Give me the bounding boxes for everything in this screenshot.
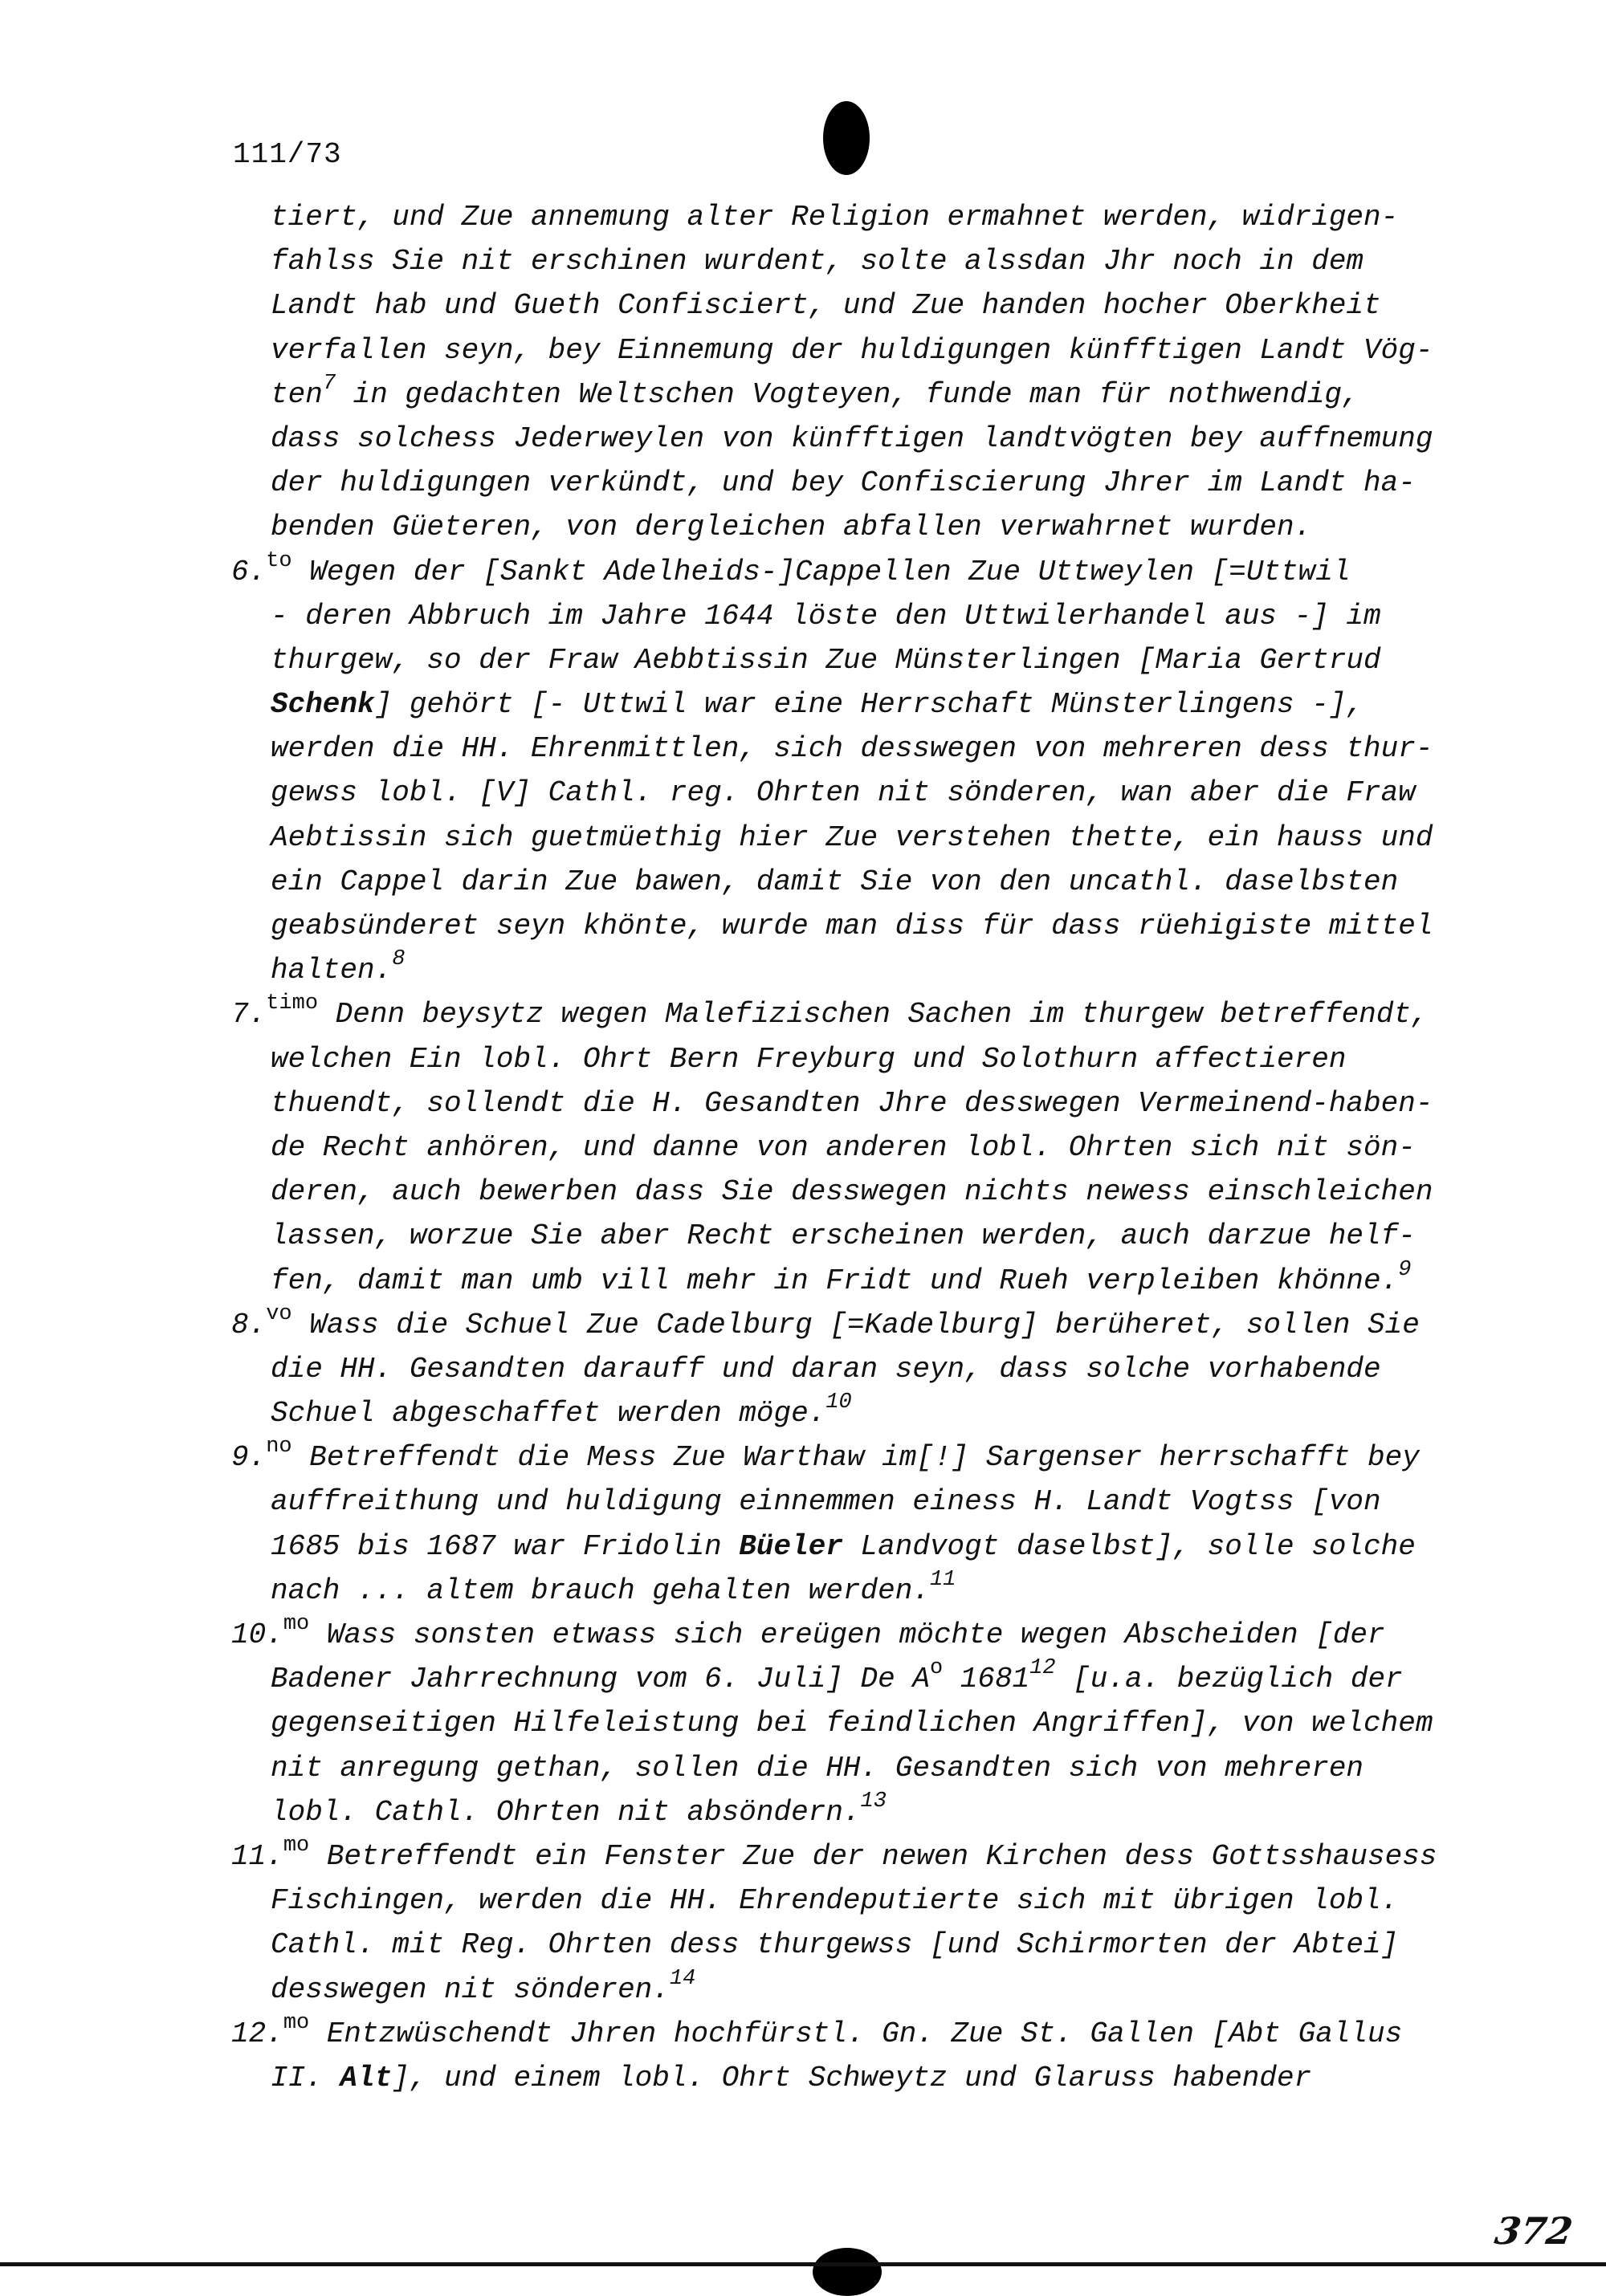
text-segment: Denn beysytz wegen Malefizischen Sachen im thurgew betreffendt, [318,998,1429,1032]
numbered-item-line [0,992,1606,1036]
text-line [0,1923,1606,1967]
text-segment: Landt hab und Gueth Confisciert, und Zue handen hocher Oberkheit [271,289,1381,323]
text-line [0,1879,1606,1923]
text-segment: - deren Abbruch im Jahre 1644 löste den Uttwilerhandel aus -] im [271,599,1381,633]
text-segment: 9. [231,1441,267,1475]
text-segment: benden Güeteren, von dergleichen abfallen verwahrnet wurden. [271,511,1312,544]
footnote-ref: 14 [669,1966,696,1991]
text-line [0,1037,1606,1081]
text-segment: ], und einem lobl. Ohrt Schweytz und Glaruss habender [392,2061,1312,2094]
ordinal-suffix: no [266,1435,292,1459]
text-segment: 8. [231,1308,267,1341]
numbered-item-line [0,550,1606,594]
text-line [0,1347,1606,1391]
text-line [0,638,1606,682]
text-line [0,1259,1606,1303]
ordinal-suffix: vo [266,1301,292,1326]
numbered-item-line [0,1834,1606,1879]
text-line [0,727,1606,771]
text-segment: lassen, worzue Sie aber Recht erscheinen werden, auch darzue helf- [271,1219,1416,1253]
bold-name: Schenk [271,688,375,722]
text-segment: dass solchess Jederweylen von künfftigen landtvögten bey auffnemung [271,421,1433,455]
text-segment: die HH. Gesandten darauff und daran seyn, dass solche vorhabende [271,1352,1381,1386]
text-segment: Wass die Schuel Zue Cadelburg [=Kadelburg] berüheret, sollen Sie [291,1308,1420,1341]
text-segment: 7. [231,998,267,1032]
text-segment: 6. [231,555,267,588]
text-line [0,239,1606,283]
text-segment: thurgew, so der Fraw Aebbtissin Zue Münsterlingen [Maria Gertrud [271,643,1381,677]
text-segment: fen, damit man umb vill mehr in Fridt und Rueh verpleiben khönne. [271,1264,1399,1297]
text-segment: werden die HH. Ehrenmittlen, sich desswegen von mehreren dess thur- [271,732,1433,766]
text-line [0,816,1606,860]
text-segment: Landvogt daselbst], solle solche [842,1529,1416,1563]
numbered-item-line [0,1435,1606,1480]
text-segment: II. [271,2061,340,2094]
text-line [0,283,1606,328]
text-line [0,948,1606,992]
numbered-item-line [0,1303,1606,1347]
text-line [0,1081,1606,1126]
ordinal-suffix: timo [266,991,319,1016]
ordinal-suffix: mo [283,1612,310,1636]
footnote-ref: 12 [1029,1656,1056,1681]
text-segment: thuendt, sollendt die H. Gesandten Jhre desswegen Vermeinend-haben- [271,1086,1433,1120]
text-segment: welchen Ein lobl. Ohrt Bern Freyburg und Solothurn affectieren [271,1042,1347,1076]
text-segment: Betreffendt ein Fenster Zue der newen Kirchen dess Gottsshausess [309,1839,1437,1873]
text-segment: Entzwüschendt Jhren hochfürstl. Gn. Zue St. Gallen [Abt Gallus [309,2017,1403,2050]
text-line [0,417,1606,461]
scan-edge-line [0,2262,1606,2266]
text-segment: 1685 bis 1687 war Fridolin [271,1529,740,1563]
text-segment: 12. [231,2017,283,2050]
bold-name: Büeler [739,1529,843,1563]
text-segment: desswegen nit sönderen. [271,1972,670,2006]
ordinal-suffix: to [266,548,292,573]
text-line [0,1480,1606,1524]
text-segment: Aebtissin sich guetmüethig hier Zue verstehen thette, ein hauss und [271,820,1433,854]
text-segment: Fischingen, werden die HH. Ehrendeputierte sich mit übrigen lobl. [271,1884,1399,1918]
text-segment: Schuel abgeschaffet werden möge. [271,1397,826,1431]
text-line [0,771,1606,815]
text-line [0,1657,1606,1701]
text-line [0,594,1606,638]
footnote-ref: 11 [929,1567,956,1592]
text-line [0,1968,1606,2012]
ordinal-suffix: o [929,1656,944,1681]
text-line [0,1746,1606,1790]
text-segment: halten. [271,954,393,987]
text-line [0,1170,1606,1214]
text-segment: tiert, und Zue annemung alter Religion ermahnet werden, widrigen- [271,201,1399,234]
text-line [0,195,1606,239]
punch-hole-top [823,101,870,175]
text-segment: 10. [231,1618,283,1651]
text-segment: 1681 [943,1663,1030,1696]
text-segment: Wass sonsten etwass sich ereügen möchte wegen Abscheiden [der [309,1618,1385,1651]
footnote-ref: 10 [825,1390,852,1415]
page-number: 111/73 [233,138,342,171]
text-segment: ten [271,377,323,411]
text-line [0,372,1606,417]
text-segment: verfallen seyn, bey Einnemung der huldigungen künfftigen Landt Vög- [271,333,1433,367]
text-segment: nit anregung gethan, sollen die HH. Gesandten sich von mehreren [271,1751,1364,1785]
text-segment: Betreffendt die Mess Zue Warthaw im[!] Sargenser herrschafft bey [291,1441,1420,1475]
text-line [0,1391,1606,1435]
footnote-ref: 7 [322,371,336,396]
text-segment: gewss lobl. [V] Cathl. reg. Ohrten nit sönderen, wan aber die Fraw [271,776,1416,810]
text-segment: auffreithung und huldigung einnemmen einess H. Landt Vogtss [von [271,1485,1381,1519]
bold-name: Alt [340,2061,393,2094]
handwritten-folio-number: 372 [1492,2209,1575,2253]
text-segment: gegenseitigen Hilfeleistung bei feindlichen Angriffen], von welchem [271,1707,1433,1740]
text-line [0,1525,1606,1569]
text-line [0,505,1606,549]
text-segment: deren, auch bewerben dass Sie desswegen nichts newess einschleichen [271,1175,1433,1209]
numbered-item-line [0,2012,1606,2056]
text-segment: lobl. Cathl. Ohrten nit absöndern. [271,1795,861,1829]
text-line [0,1214,1606,1258]
text-line [0,461,1606,505]
footnote-ref: 8 [392,947,406,972]
text-segment: [u.a. bezüglich der [1055,1663,1403,1696]
text-line [0,1790,1606,1834]
footnote-ref: 9 [1398,1257,1412,1282]
text-segment: der huldigungen verkündt, und bey Confiscierung Jhrer im Landt ha- [271,466,1416,500]
text-line [0,2056,1606,2100]
text-line [0,1569,1606,1613]
document-body [0,195,1606,2100]
numbered-item-line [0,1613,1606,1657]
text-line [0,1126,1606,1170]
text-segment: geabsünderet seyn khönte, wurde man diss für dass rüehigiste mittel [271,910,1433,942]
footnote-ref: 13 [860,1789,887,1814]
text-line [0,860,1606,904]
text-segment: ein Cappel darin Zue bawen, damit Sie von den uncathl. daselbsten [271,865,1399,898]
text-segment: ] gehört [- Uttwil war eine Herrschaft Münsterlingens -], [374,688,1364,722]
text-segment: 11. [231,1839,283,1873]
text-line [0,1701,1606,1745]
text-segment: Badener Jahrrechnung vom 6. Juli] De A [271,1663,930,1696]
text-line [0,682,1606,727]
text-line [0,328,1606,372]
text-segment: fahlss Sie nit erschinen wurdent, solte alssdan Jhr noch in dem [271,245,1364,279]
text-segment: in gedachten Weltschen Vogteyen, funde man für nothwendig, [336,377,1359,411]
text-segment: Wegen der [Sankt Adelheids-]Cappellen Zue Uttweylen [=Uttwil [291,555,1351,588]
ordinal-suffix: mo [283,2010,310,2035]
text-line [0,904,1606,948]
punch-hole-bottom [813,2248,882,2296]
text-segment: de Recht anhören, und danne von anderen lobl. Ohrten sich nit sön- [271,1130,1416,1164]
text-segment: nach ... altem brauch gehalten werden. [271,1573,930,1607]
text-segment: Cathl. mit Reg. Ohrten dess thurgewss [und Schirmorten der Abtei] [271,1928,1399,1962]
ordinal-suffix: mo [283,1833,310,1858]
